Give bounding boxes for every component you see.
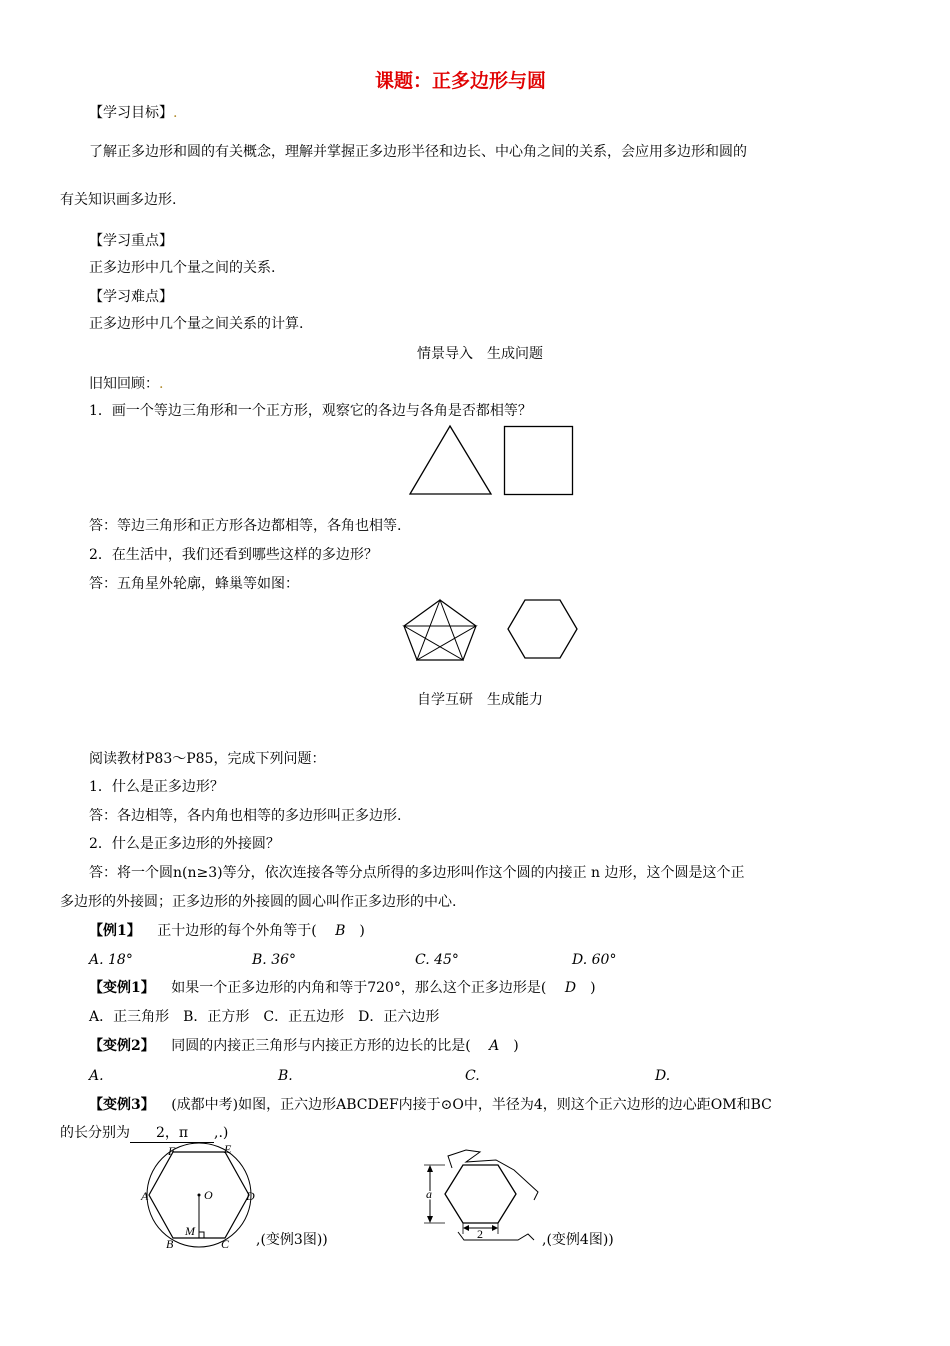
difficulty-text: 正多边形中几个量之间关系的计算. <box>89 316 304 332</box>
pentagram-figure <box>402 598 480 662</box>
variant1-text: 如果一个正多边形的内角和等于720°，那么这个正多边形是( <box>171 980 547 996</box>
study-q2: 2．什么是正多边形的外接圆？ <box>89 836 280 852</box>
example1-row <box>89 922 365 940</box>
example1-close: ) <box>359 923 365 939</box>
reading-instruction: 阅读教材P83～P85，完成下列问题： <box>89 751 326 767</box>
study-a2-line2: 多边形的外接圆；正多边形的外接圆的圆心叫作正多边形的中心. <box>60 894 457 910</box>
example1-option-b: B. 36° <box>252 952 297 968</box>
variant1-options: A．正三角形 B．正方形 C．正五边形 D．正六边形 <box>89 1009 440 1025</box>
variant2-text: 同圆的内接正三角形与内接正方形的边长的比是( <box>171 1038 471 1054</box>
variant2-option-a: A. <box>89 1068 104 1084</box>
variant4-figure <box>418 1140 548 1248</box>
hexagon-figure <box>507 598 579 660</box>
variant2-label: 【变例2】 <box>89 1038 155 1054</box>
variant2-close: ) <box>513 1038 519 1054</box>
example1-answer: B <box>335 923 346 939</box>
vertex-label-f: F <box>168 1144 176 1158</box>
center-label-o: O <box>204 1188 213 1202</box>
study-a1: 答：各边相等，各内角也相等的多边形叫正多边形. <box>89 808 402 824</box>
variant3-row <box>89 1096 772 1114</box>
variant1-label: 【变例1】 <box>89 980 155 996</box>
page-title: 课题：正多边形与圆 <box>375 70 547 92</box>
variant1-row <box>89 979 596 997</box>
variant1-answer: D <box>564 980 577 996</box>
goal-heading-row <box>89 104 177 122</box>
review-a2: 答：五角星外轮廓，蜂巢等如图： <box>89 576 299 592</box>
section-heading-intro: 情景导入 生成问题 <box>417 346 543 362</box>
variant3-text: (成都中考)如图，正六边形ABCDEF内接于⊙O中，半径为4，则这个正六边形的边心距OM和BC <box>171 1097 772 1113</box>
review-q1: 1．画一个等边三角形和一个正方形，观察它的各边与各角是否都相等？ <box>89 403 532 419</box>
variant3-line2-prefix: 的长分别为 <box>60 1125 130 1141</box>
variant4-figure-caption: ,(变例4图)) <box>542 1232 614 1248</box>
variant2-answer: A <box>489 1038 500 1054</box>
variant2-option-c: C. <box>465 1068 480 1084</box>
review-a1: 答：等边三角形和正方形各边都相等，各角也相等. <box>89 518 402 534</box>
example1-option-d: D. 60° <box>572 952 617 968</box>
length-label-2: 2 <box>477 1227 483 1241</box>
example1-label: 【例1】 <box>89 923 141 939</box>
study-a2-line1: 答：将一个圆n(n≥3)等分，依次连接各等分点所得的多边形叫作这个圆的内接正 n 边形，这个圆是这个正 <box>89 865 745 881</box>
variant2-row <box>89 1037 519 1055</box>
variant3-line2-suffix: ,.) <box>214 1125 229 1141</box>
vertex-label-e: E <box>224 1142 232 1156</box>
variant2-option-b: B. <box>278 1068 293 1084</box>
variant3-figure <box>138 1142 268 1250</box>
goal-text-line1: 了解正多边形和圆的有关概念，理解并掌握正多边形半径和边长、中心角之间的关系，会应用多边形和圆的 <box>89 144 747 160</box>
variant1-close: ) <box>590 980 596 996</box>
section-heading-selfstudy: 自学互研 生成能力 <box>417 692 543 708</box>
dot-mark: . <box>159 376 164 392</box>
variant2-option-d: D. <box>655 1068 671 1084</box>
review-q2: 2．在生活中，我们还看到哪些这样的多边形？ <box>89 547 378 563</box>
study-q1: 1．什么是正多边形？ <box>89 779 224 795</box>
variant3-answer-blank: 2，π <box>130 1124 214 1143</box>
example1-option-a: A. 18° <box>89 952 133 968</box>
focus-text: 正多边形中几个量之间的关系. <box>89 260 276 276</box>
example1-option-c: C. 45° <box>415 952 459 968</box>
point-label-m: M <box>185 1224 195 1238</box>
dot-mark: . <box>173 105 178 121</box>
vertex-label-b: B <box>166 1237 174 1251</box>
length-label-a: a <box>426 1187 432 1201</box>
example1-text: 正十边形的每个外角等于( <box>157 923 317 939</box>
goal-text-line2: 有关知识画多边形. <box>60 192 177 208</box>
focus-heading: 【学习重点】 <box>89 233 173 249</box>
goal-heading: 【学习目标】 <box>89 105 173 121</box>
variant3-label: 【变例3】 <box>89 1097 155 1113</box>
vertex-label-a: A <box>141 1189 149 1203</box>
triangle-figure <box>405 424 495 496</box>
variant3-line2 <box>60 1124 228 1143</box>
review-label: 旧知回顾： <box>89 376 159 392</box>
variant3-figure-caption: ,(变例3图)) <box>256 1232 328 1248</box>
difficulty-heading: 【学习难点】 <box>89 289 173 305</box>
square-figure <box>503 425 575 497</box>
vertex-label-d: D <box>246 1189 255 1203</box>
vertex-label-c: C <box>221 1237 230 1251</box>
review-label-row <box>89 375 163 393</box>
